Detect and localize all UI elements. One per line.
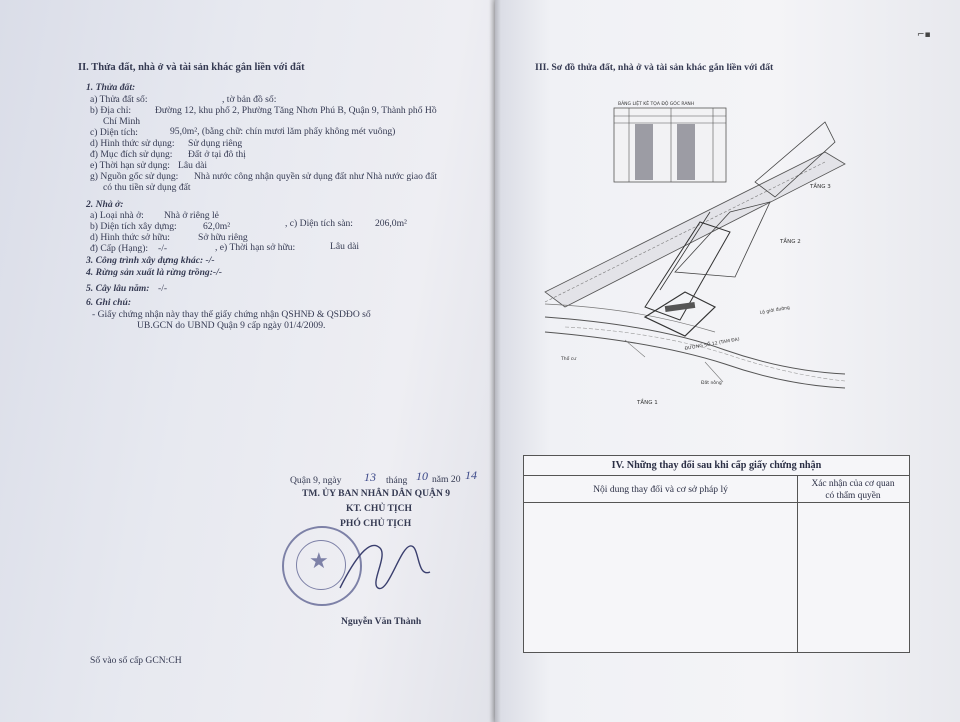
signing-organization: TM. ỦY BAN NHÂN DÂN QUẬN 9 xyxy=(302,488,451,499)
changes-confirm-header-1: Xác nhận của cơ quan xyxy=(811,479,895,489)
floor-label-1: TẦNG 1 xyxy=(637,400,658,406)
land-use-form-value: Sử dụng riêng xyxy=(188,138,243,149)
road-boundary-label: Lộ giới đường xyxy=(759,305,791,316)
house-type-value: Nhà ở riêng lẻ xyxy=(164,210,219,221)
land-parcel-number: a) Thửa đất số: xyxy=(90,94,148,105)
issue-date-prefix: Quận 9, ngày xyxy=(290,475,342,486)
perennial-trees-value: -/- xyxy=(158,283,168,294)
land-origin-value-cont: có thu tiền sử dụng đất xyxy=(103,182,191,193)
land-purpose-label: đ) Mục đích sử dụng: xyxy=(90,149,173,160)
land-address-value: Đường 12, khu phố 2, Phường Tăng Nhơn Phú B, Quận 9, Thành phố Hồ xyxy=(155,105,437,116)
notes-heading: 6. Ghi chú: xyxy=(86,297,132,308)
coordinate-table-caption: BẢNG LIỆT KÊ TỌA ĐỘ GÓC RANH xyxy=(618,102,695,107)
page-fold xyxy=(489,0,501,722)
changes-title: IV. Những thay đổi sau khi cấp giấy chứng nhận xyxy=(524,456,909,476)
changes-table xyxy=(523,455,910,653)
land-purpose-value: Đất ở tại đô thị xyxy=(188,149,246,160)
notes-line-2: UB.GCN do UBND Quận 9 cấp ngày 01/4/2009. xyxy=(137,320,326,331)
changes-confirm-header-2: có thẩm quyền xyxy=(825,491,881,501)
house-ownership-label: d) Hình thức sở hữu: xyxy=(90,232,170,243)
perennial-trees: 5. Cây lâu năm: xyxy=(86,283,150,294)
issue-date-year-label: năm 20 xyxy=(432,474,461,485)
floor-label-2: TẦNG 2 xyxy=(780,239,801,245)
land-origin-label: g) Nguồn gốc sử dụng: xyxy=(90,171,179,182)
changes-content-header: Nội dung thay đổi và cơ sở pháp lý xyxy=(593,484,728,495)
land-area-label: c) Diện tích: xyxy=(90,127,138,138)
house-floor-area-label: , c) Diện tích sàn: xyxy=(285,218,353,229)
land-address-label: b) Địa chỉ: xyxy=(90,105,132,116)
house-floor-area-value: 206,0m² xyxy=(375,218,407,229)
house-build-area-label: b) Diện tích xây dựng: xyxy=(90,221,177,232)
signing-role: PHÓ CHỦ TỊCH xyxy=(340,518,412,529)
signer-name: Nguyễn Văn Thành xyxy=(341,616,422,627)
residential-label: Thổ cư xyxy=(561,357,577,362)
agricultural-label: Đất nông xyxy=(701,381,722,386)
changes-header-divider xyxy=(524,502,909,503)
house-grade-label: đ) Cấp (Hạng): xyxy=(90,243,149,254)
issue-date-day: 13 xyxy=(364,470,376,484)
issue-date-month-label: tháng xyxy=(386,475,408,486)
house-term-label: , e) Thời hạn sở hữu: xyxy=(215,242,296,253)
other-construction: 3. Công trình xây dựng khác: -/- xyxy=(86,255,215,266)
land-area-value: 95,0m², (bằng chữ: chín mươi lăm phẩy không mét vuông) xyxy=(170,126,396,137)
road-label: ĐƯỜNG SỐ 12 (TAM ĐA) xyxy=(684,337,741,352)
house-grade-value: -/- xyxy=(158,243,168,254)
signing-on-behalf: KT. CHỦ TỊCH xyxy=(346,503,413,514)
official-seal: ★ xyxy=(282,526,362,606)
register-number: Số vào sổ cấp GCN:CH xyxy=(90,655,182,666)
house-ownership-value: Sở hữu riêng xyxy=(198,232,248,243)
issue-date-year: 14 xyxy=(465,468,477,482)
land-heading: 1. Thửa đất: xyxy=(86,82,136,93)
house-type-label: a) Loại nhà ở: xyxy=(90,210,144,221)
notes-line-1: - Giấy chứng nhận này thay thế giấy chứng nhận QSHNĐ & QSDĐO số xyxy=(92,309,371,320)
house-build-area-value: 62,0m² xyxy=(203,221,231,232)
land-map-sheet: , tờ bản đồ số: xyxy=(222,94,277,105)
corner-mark-icon: ⌐▪ xyxy=(917,30,931,40)
land-origin-value: Nhà nước công nhận quyền sử dụng đất như Nhà nước giao đất xyxy=(194,171,438,182)
house-heading: 2. Nhà ở: xyxy=(86,199,124,210)
section-iii-title: III. Sơ đồ thửa đất, nhà ở và tài sản khác gắn liền với đất xyxy=(535,62,774,73)
land-term-value: Lâu dài xyxy=(178,160,208,171)
handwritten-signature xyxy=(330,528,440,608)
land-use-form-label: d) Hình thức sử dụng: xyxy=(90,138,175,149)
production-forest: 4. Rừng sản xuất là rừng trồng:-/- xyxy=(86,267,222,278)
house-term-value: Lâu dài xyxy=(330,241,360,252)
floor-label-3: TẦNG 3 xyxy=(810,184,831,190)
land-term-label: e) Thời hạn sử dụng: xyxy=(90,160,170,171)
section-ii-title: II. Thửa đất, nhà ở và tài sản khác gắn liền với đất xyxy=(78,62,305,73)
issue-date-month: 10 xyxy=(416,469,428,483)
land-address-value-cont: Chí Minh xyxy=(103,116,141,127)
land-plot-sketch xyxy=(525,92,855,412)
